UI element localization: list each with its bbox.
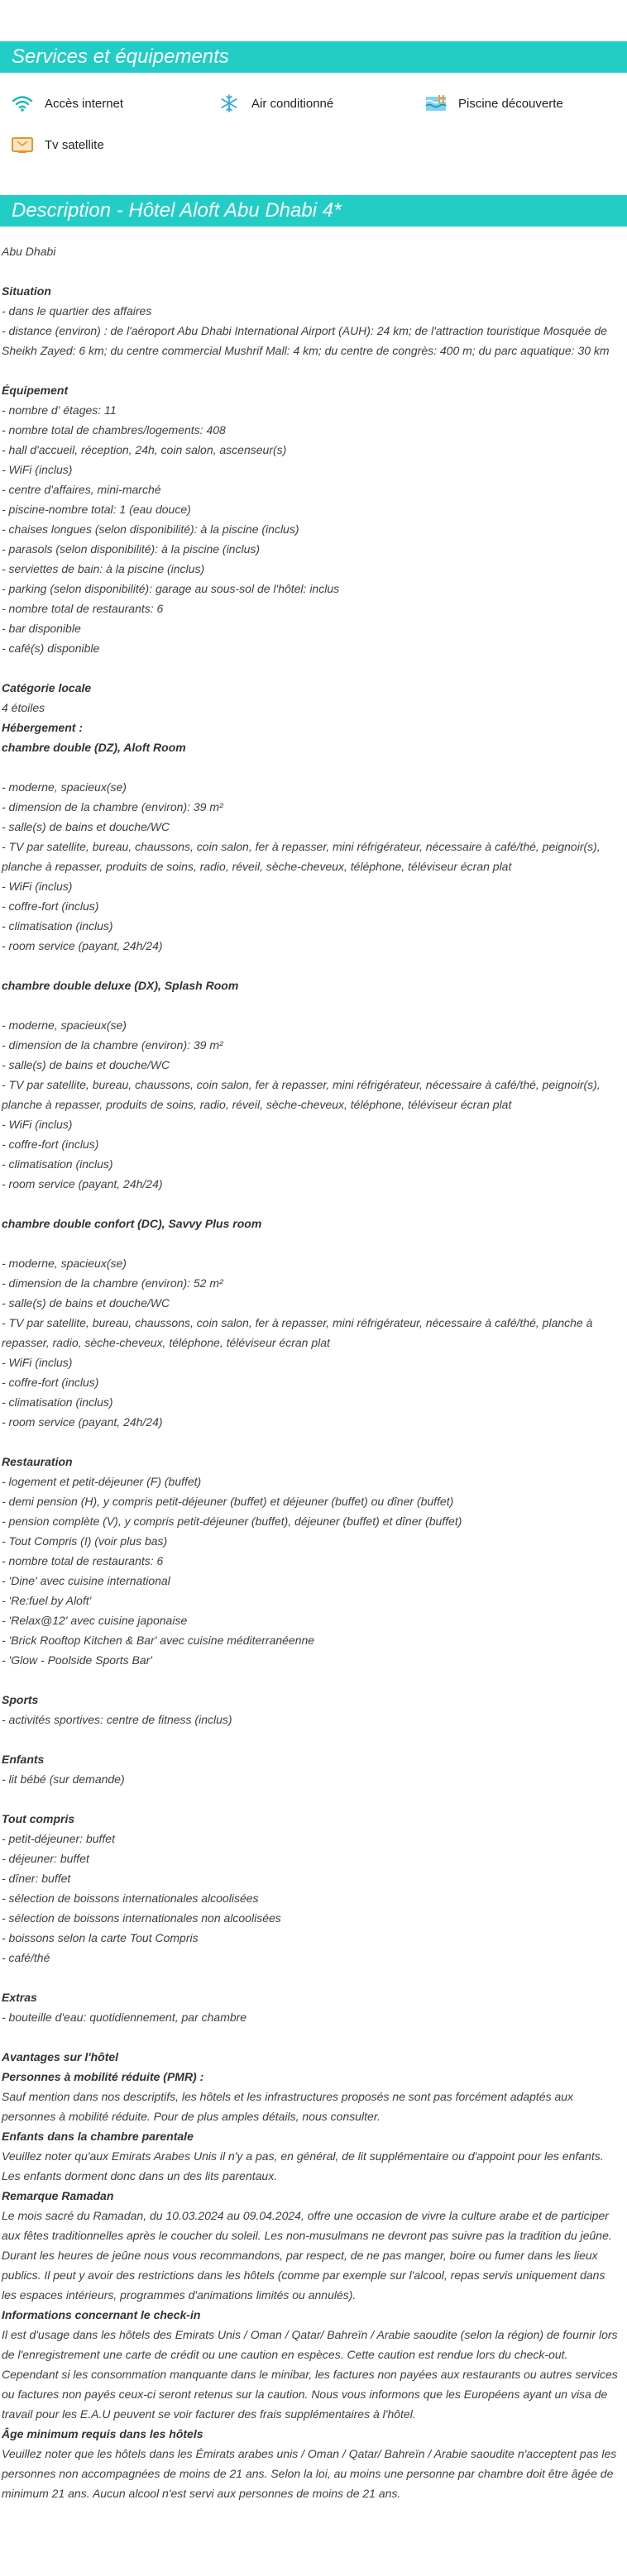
services-list: [10, 94, 627, 154]
advantage-title: Personnes à mobilité réduite (PMR) :: [2, 2070, 204, 2083]
list-item: - sélection de boissons internationales non alcoolisées: [2, 1911, 281, 1925]
list-item: - climatisation (inclus): [2, 1157, 113, 1171]
services-header: [0, 41, 627, 73]
list-item: - salle(s) de bains et douche/WC: [2, 1296, 170, 1309]
list-item: - moderne, spacieux(se): [2, 780, 127, 794]
list-item: - TV par satellite, bureau, chaussons, coin salon, fer à repasser, mini réfrigérateur, nécessaire à café/thé, planche à repasser, radio, sèche-cheveux, téléphone, téléviseur écran plat: [2, 1316, 593, 1349]
list-item: - TV par satellite, bureau, chaussons, coin salon, fer à repasser, mini réfrigérateur, nécessaire à café/thé, peignoir(s), planche à repasser, produits de soins, radio, réveil, sèche-cheveux, téléphone, téléviseur écran plat: [2, 1078, 601, 1111]
list-item: - distance (environ) : de l'aéroport Abu Dhabi International Airport (AUH): 24 km; de l'attraction touristique Mosquée de Sheikh Zayed: 6 km; du centre commercial Mushrif Mall: 4 km; du centre de congrès: 400 m; du parc aquatique: 30 km: [2, 324, 610, 357]
location: Abu Dhabi: [2, 245, 56, 258]
section-title: Hébergement :: [2, 721, 84, 734]
list-item: - hall d'accueil, réception, 24h, coin salon, ascenseur(s): [2, 443, 287, 456]
description-header: [0, 195, 627, 227]
services-title: Services et équipements: [12, 45, 229, 68]
room-title: chambre double (DZ), Aloft Room: [2, 741, 186, 754]
list-item: - moderne, spacieux(se): [2, 1257, 127, 1270]
list-item: - activités sportives: centre de fitness (inclus): [2, 1713, 232, 1726]
list-item: - 'Relax@12' avec cuisine japonaise: [2, 1614, 188, 1627]
advantage-title: Enfants dans la chambre parentale: [2, 2130, 194, 2143]
list-item: - coffre-fort (inclus): [2, 1138, 99, 1151]
advantage-text: Veuillez noter qu'aux Emirats Arabes Unis il n'y a pas, en général, de lit supplémentaire ou d'appoint pour les enfants. Les enfants dorment donc dans un des lits parentaux.: [2, 2149, 604, 2182]
list-item: - climatisation (inclus): [2, 919, 113, 933]
list-item: - 'Brick Rooftop Kitchen & Bar' avec cuisine méditerranéenne: [2, 1634, 315, 1647]
service-internet: [10, 94, 217, 112]
list-item: - sélection de boissons internationales alcoolisées: [2, 1891, 259, 1905]
advantage-text: Sauf mention dans nos descriptifs, les hôtels et les infrastructures proposés ne sont pas forcément adaptés aux personnes à mobilité réduite. Pour de plus amples détails, nous consulter.: [2, 2090, 574, 2123]
list-item: - café/thé: [2, 1951, 50, 1964]
list-item: - climatisation (inclus): [2, 1395, 113, 1409]
list-item: - bar disponible: [2, 622, 81, 635]
section-title: Situation: [2, 284, 51, 298]
list-item: - chaises longues (selon disponibilité): à la piscine (inclus): [2, 522, 299, 536]
room-title: chambre double deluxe (DX), Splash Room: [2, 979, 239, 992]
list-item: - nombre total de restaurants: 6: [2, 602, 164, 615]
list-item: - bouteille d'eau: quotidiennement, par chambre: [2, 2011, 247, 2024]
list-item: - pension complète (V), y compris petit-déjeuner (buffet), déjeuner (buffet) et dîner (buffet): [2, 1515, 462, 1528]
service-satellite-tv: [10, 136, 217, 154]
section-title: Tout compris: [2, 1812, 75, 1825]
advantage-title: Âge minimum requis dans les hôtels: [2, 2427, 203, 2440]
advantage-title: Informations concernant le check-in: [2, 2308, 201, 2321]
list-item: - nombre total de chambres/logements: 408: [2, 423, 226, 436]
list-item: - salle(s) de bains et douche/WC: [2, 820, 170, 833]
list-item: - coffre-fort (inclus): [2, 899, 99, 913]
list-item: - TV par satellite, bureau, chaussons, coin salon, fer à repasser, mini réfrigérateur, nécessaire à café/thé, peignoir(s), planche à repasser, produits de soins, radio, réveil, sèche-cheveux, téléphone, téléviseur écran plat: [2, 840, 601, 873]
list-item: - WiFi (inclus): [2, 1356, 73, 1369]
list-item: - dimension de la chambre (environ): 52 m²: [2, 1276, 223, 1290]
list-item: - 'Re:fuel by Aloft': [2, 1594, 92, 1607]
wifi-icon: [10, 94, 35, 112]
list-item: - salle(s) de bains et douche/WC: [2, 1058, 170, 1071]
list-item: - petit-déjeuner: buffet: [2, 1832, 115, 1845]
service-label: Accès internet: [45, 96, 124, 111]
list-item: - nombre d' étages: 11: [2, 403, 117, 417]
service-outdoor-pool: [424, 94, 627, 112]
advantage-text: Il est d'usage dans les hôtels des Emirats Unis / Oman / Qatar/ Bahreïn / Arabie saoudite (selon la région) de fournir lors de l'enregistrement une carte de crédit ou une caution en espèces. Cette caution est rendue lors du check-out. Cependant si les consommation manquante dans le minibar, les factures non payées aux restaurants ou autres services ou factures non payés ceux-ci seront retenus sur la caution. Nous vous informons que les Européens ayant un visa de travail pour les E.A.U peuvent se voir facturer des frais supplémentaires à l'hôtel.: [2, 2328, 618, 2421]
list-item: - parasols (selon disponibilité): à la piscine (inclus): [2, 542, 261, 556]
list-item: - Tout Compris (I) (voir plus bas): [2, 1534, 168, 1548]
list-item: - WiFi (inclus): [2, 880, 73, 893]
list-item: - coffre-fort (inclus): [2, 1376, 99, 1389]
list-item: - boissons selon la carte Tout Compris: [2, 1931, 199, 1944]
service-label: Piscine découverte: [458, 96, 563, 111]
list-item: - 'Glow - Poolside Sports Bar': [2, 1653, 152, 1667]
list-item: - 'Dine' avec cuisine international: [2, 1574, 170, 1587]
section-title: Sports: [2, 1693, 39, 1706]
list-item: - café(s) disponible: [2, 642, 100, 655]
list-item: - lit bébé (sur demande): [2, 1772, 125, 1786]
list-item: - demi pension (H), y compris petit-déjeuner (buffet) et déjeuner (buffet) ou dîner (buffet): [2, 1495, 454, 1508]
description-title: Description - Hôtel Aloft Abu Dhabi 4*: [12, 199, 342, 222]
pool-icon: [424, 94, 448, 112]
section-title: Avantages sur l'hôtel: [2, 2050, 119, 2063]
list-item: - room service (payant, 24h/24): [2, 1415, 163, 1429]
list-item: - dans le quartier des affaires: [2, 304, 152, 317]
service-air-conditioning: [217, 94, 424, 112]
list-item: - room service (payant, 24h/24): [2, 939, 163, 952]
advantage-text: Veuillez noter que les hôtels dans les Émirats arabes unis / Oman / Qatar/ Bahreïn / Arabie saoudite n'acceptent pas les personnes non accompagnées de moins de 21 ans. Selon la loi, au moins une personne par chambre doit être âgée de minimum 21 ans. Aucun alcool n'est servi aux personnes de moins de 21 ans.: [2, 2447, 617, 2500]
list-item: - dimension de la chambre (environ): 39 m²: [2, 1038, 223, 1052]
service-label: Tv satellite: [45, 137, 104, 152]
list-item: - piscine-nombre total: 1 (eau douce): [2, 503, 191, 516]
list-item: - room service (payant, 24h/24): [2, 1177, 163, 1190]
section-title: Catégorie locale: [2, 681, 92, 694]
service-label: Air conditionné: [251, 96, 334, 111]
tv-icon: [10, 136, 35, 154]
advantage-title: Remarque Ramadan: [2, 2189, 114, 2202]
category-value: 4 étoiles: [2, 701, 45, 714]
list-item: - WiFi (inclus): [2, 1118, 73, 1131]
list-item: - serviettes de bain: à la piscine (inclus): [2, 562, 205, 575]
list-item: - WiFi (inclus): [2, 463, 73, 476]
snowflake-icon: [217, 94, 242, 112]
list-item: - dimension de la chambre (environ): 39 m²: [2, 800, 223, 813]
room-title: chambre double confort (DC), Savvy Plus room: [2, 1217, 262, 1230]
description-body: [0, 241, 627, 2503]
section-title: Restauration: [2, 1455, 73, 1468]
list-item: - centre d'affaires, mini-marché: [2, 483, 161, 496]
list-item: - dîner: buffet: [2, 1872, 71, 1885]
list-item: - moderne, spacieux(se): [2, 1018, 127, 1032]
section-title: Enfants: [2, 1753, 45, 1766]
list-item: - déjeuner: buffet: [2, 1852, 89, 1865]
list-item: - nombre total de restaurants: 6: [2, 1554, 164, 1567]
section-title: Extras: [2, 1991, 37, 2004]
section-title: Équipement: [2, 384, 69, 397]
advantage-text: Le mois sacré du Ramadan, du 10.03.2024 au 09.04.2024, offre une occasion de vivre la culture arabe et de participer aux fêtes traditionnelles après le coucher du soleil. Les non-musulmans ne devront pas suivre pas la tradition du jeûne. Durant les heures de jeûne nous vous recommandons, par respect, de ne pas manger, boire ou fumer dans les lieux publics. Il peut y avoir des restrictions dans les hôtels (comme par exemple sur l'alcool, repas servis uniquement dans les espaces intérieurs, programmes d'animations limités ou annulés).: [2, 2209, 612, 2302]
list-item: - parking (selon disponibilité): garage au sous-sol de l'hôtel: inclus: [2, 582, 340, 595]
list-item: - logement et petit-déjeuner (F) (buffet): [2, 1475, 202, 1488]
